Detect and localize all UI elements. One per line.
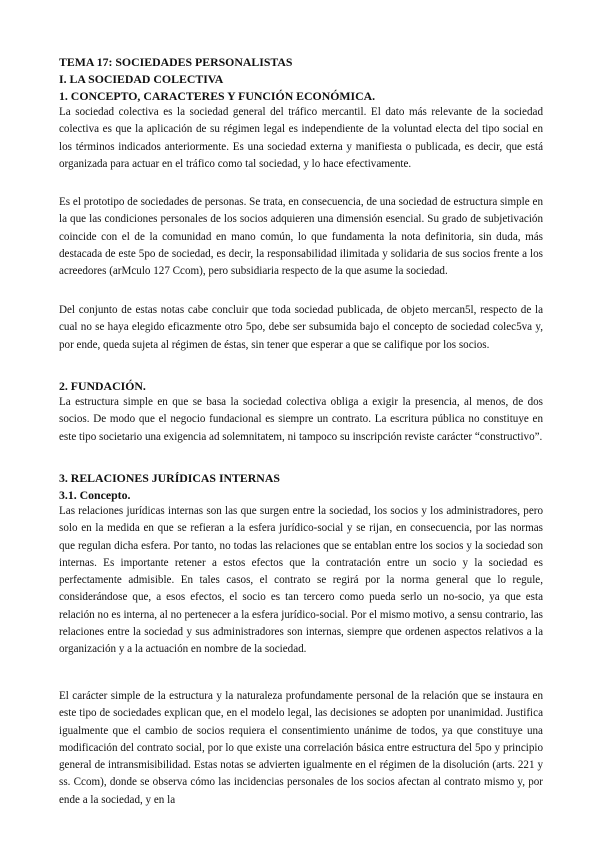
paragraph: El carácter simple de la estructura y la naturaleza profundamente personal de la relación que se instaura en este tipo de sociedades explican que, en el modelo legal, las decisiones se adopten por unanimidad. Justifica igualmente que el cambio de socios requiera el consentimiento unánime de todos, ya que constituye una modificación del contrato social, por lo que existe una correlación básica entre estructura del 5po y principio general de intransmisibilidad. Estas notas se advierten igualmente en el régimen de la disolución (arts. 221 y ss. Ccom), donde se observa cómo las incidencias personales de los socios afectan al contrato mismo y, por ende a la sociedad, y en la [59, 690, 543, 806]
section-heading-fundacion: 2. FUNDACIÓN. [59, 379, 146, 393]
paragraph: La sociedad colectiva es la sociedad general del tráfico mercantil. El dato más relevante de la sociedad colectiva es que la aplicación de su régimen legal es independiente de la voluntad electa del tipo social en los términos indicados anteriormente. Es una sociedad externa y manifiesta o publicada, es decir, que está organizada para actuar en el tráfico como tal sociedad, y lo hace efectivamente. [59, 106, 543, 170]
section-heading-relaciones: 3. RELACIONES JURÍDICAS INTERNAS [59, 471, 280, 485]
paragraph: Las relaciones jurídicas internas son las que surgen entre la sociedad, los socios y los administradores, pero solo en la medida en que se refieran a la esfera jurídico-social y se rijan, en consecuencia, por las normas que regulan dicha esfera. Por tanto, no todas las relaciones que se entablan entre los socios y la sociedad son internas. Es importante retener a estos efectos que la contratación entre un socio y la sociedad es perfectamente admisible. En tales casos, el contrato se regirá por la norma general que lo regule, considerándose que, a esos efectos, el socio es tan tercero como pueda serlo un no-socio, ya que esta relación no es interna, al no pertenecer a la esfera jurídico-social. Por el mismo motivo, a sensu contrario, las relaciones entre la sociedad y sus administradores son internas, siempre que ordenen aspectos relativos a la organización y a la actuación en nombre de la sociedad. [59, 505, 543, 656]
section-heading-concepto: 1. CONCEPTO, CARACTERES Y FUNCIÓN ECONÓMICA. [59, 89, 376, 103]
subsection-heading-concepto: 3.1. Concepto. [59, 488, 131, 502]
paragraph: Del conjunto de estas notas cabe concluir que toda sociedad publicada, de objeto mercan5l, respecto de la cual no se haya elegido eficazmente otro 5po, debe ser subsumida bajo el concepto de sociedad colec5va y, por ende, queda sujeta al régimen de éstas, sin tener que esperar a que se califique por los socios. [59, 304, 543, 351]
document-title: TEMA 17: SOCIEDADES PERSONALISTAS [59, 55, 293, 69]
section-heading-sociedad-colectiva: I. LA SOCIEDAD COLECTIVA [59, 72, 224, 86]
paragraph: La estructura simple en que se basa la sociedad colectiva obliga a exigir la presencia, al menos, de dos socios. De modo que el negocio fundacional es siempre un contrato. La escritura pública no constituye en este tipo societario una exigencia ad solemnitatem, ni tampoco su inscripción reviste carácter “constructivo”. [59, 396, 543, 443]
paragraph: Es el prototipo de sociedades de personas. Se trata, en consecuencia, de una sociedad de estructura simple en la que las condiciones personales de los socios adquieren una dimensión esencial. Su grado de subjetivación coincide con el de la comunidad en mano común, lo que fundamenta la nota definitoria, sin duda, más destacada de este 5po de sociedad, es decir, la responsabilidad ilimitada y solidaria de sus socios frente a los acreedores (arMculo 127 Ccom), pero subsidiaria respecto de la que asume la sociedad. [59, 196, 543, 278]
